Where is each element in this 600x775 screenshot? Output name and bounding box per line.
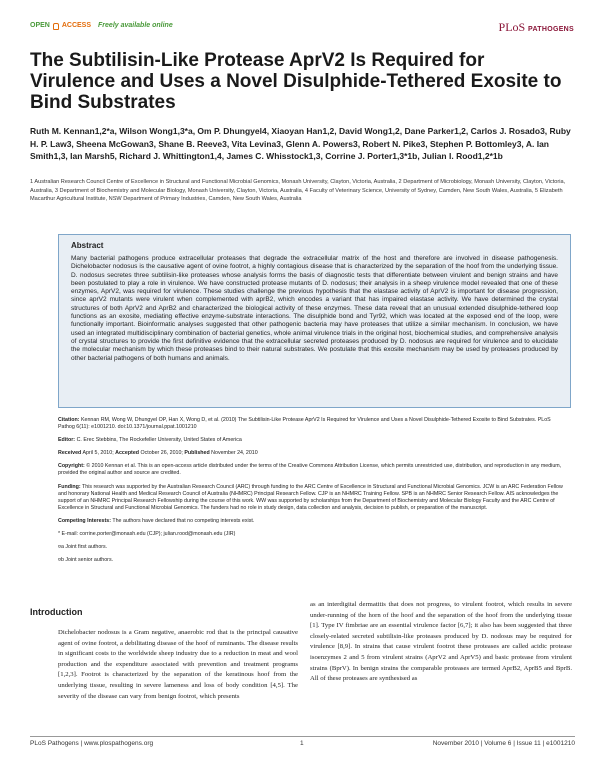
copyright-text: © 2010 Kennan et al. This is an open-access article distributed under the terms of the Creative Commons Attribution License, which permits unrestricted use, distribution, and reproduction in any medium, provided the original author and source are credited. <box>58 463 562 477</box>
funding-text: This research was supported by the Australian Research Council (ARC) through funding to the ARC Centre of Excellence in Structural and Functional Microbial Genomics. JCW is an ARC Federation Fellow and honorary National Health and Medical Research Council of Australia (NHMRC) Principal Research Fellow. CJP is an NHMRC Training Fellow. SPB is an NHMRC Senior Research Fellow. AIS acknowledges the support of an NHMRC Principal Research Fellowship during the course of this work. WW was supported by scholarships from the Department of Biochemistry and Molecular Biology Faculty and the ARC Centre of Excellence in Structural and Functional Microbial Genomics. The funders had no role in study design, data collection and analysis, decision to publish, or preparation of the manuscript. <box>58 483 563 511</box>
author-list: Ruth M. Kennan1,2*a, Wilson Wong1,3*a, Om P. Dhungyel4, Xiaoyan Han1,2, David Wong1,2, Dane Parker1,2, Carlos J. Rosado3, Ruby H. P. Law3, Sheena McGowan3, Shane B. Reeve3, Vita Levina3, Glenn A. Powers3, Robert N. Pike3, Stephen P. Bottomley3, A. Ian Smith1,3, Ian Marsh5, Richard J. Whittington1,4, James C. Whisstock1,3, Corrine J. Porter1,3*1b, Julian I. Rood1,2*1b <box>30 126 571 162</box>
dates-block <box>58 450 568 457</box>
footer-issue: November 2010 | Volume 6 | Issue 11 | e1001210 <box>432 740 575 747</box>
article-metadata <box>58 417 568 564</box>
received-date: April 5, 2010; <box>82 450 114 457</box>
intro-column-2: as an interdigital dermatitis that does not progress, to virulent footrot, which results in severe under-running of the horn of the hoof and the separation of the hoof from the underlying tissue [1]. Type IV fimbriae are an essential virulence factor [6,7]; it also has been suggested that three closely-related secreted subtilisin-like proteases produced by D. nodosus may be required for virulence [8,9]. In strains that cause virulent footrot these proteases are called acidic protease isoenzymes 2 and 5 from virulent strains (AprV2 and AprV5) and basic protease from virulent strains (BprV). In benign strains the comparable proteases are termed AprB2, AprB5 and BprB. All of these proteases are synthesised as <box>310 601 572 683</box>
top-bar <box>30 20 574 36</box>
abstract-text: Many bacterial pathogens produce extracellular proteases that degrade the extracellular matrix of the host and therefore are involved in disease pathogenesis. Dichelobacter nodosus is the causative agent of ovine footrot, a highly contagious disease that is characterized by the separation of the hoof from the underlying tissue. D. nodosus secretes three subtilisin-like proteases whose analysis forms the basis of diagnostic tests that differentiate between virulent and benign strains and have been postulated to play a role in virulence. We have constructed protease mutants of D. nodosus; their analysis in a sheep virulence model revealed that one of these enzymes, AprV2, was required for virulence. These studies challenge the previous hypothesis that the elastase activity of AprV2 is important for disease progression, since aprV2 mutants were virulent when complemented with aprB2, which encodes a variant that has impaired elastase activity. We have determined the crystal structures of both AprV2 and AprB2 and characterized the biological activity of these enzymes. These data reveal that an unusual extended disulphide-tethered loop functions as an exosite, mediating effective enzyme-substrate interactions. The disulphide bond and Tyr92, which was located at the exposed end of the loop, were functionally important. Bioinformatic analyses suggested that other pathogenic bacteria may have proteases that utilize a similar mechanism. In conclusion, we have used an integrated multidisciplinary combination of bacterial genetics, whole animal virulence trials in the original host, biochemical studies, and comprehensive analysis of crystal structures to provide the first definitive evidence that the extracellular secreted proteases produced by D. nodosus are required for virulence and to elucidate the molecular mechanism by which these proteases bind to their natural substrates. We postulate that this exosite mechanism may be used by proteases produced by other bacterial pathogens of both humans and animals. <box>71 255 558 362</box>
article-title: The Subtilisin-Like Protease AprV2 Is Required for Virulence and Uses a Novel Disulphide-Tethered Exosite to Bind Substrates <box>30 50 562 113</box>
citation-label: Citation: <box>58 417 80 423</box>
email-line[interactable]: * E-mail: corrine.porter@monash.edu (CJP); julian.rood@monash.edu (JIR) <box>58 531 236 538</box>
footer-journal[interactable]: PLoS Pathogens | www.plospathogens.org <box>30 740 154 747</box>
copyright-block <box>58 463 568 477</box>
accepted-label: Accepted <box>115 450 139 457</box>
page-number: 1 <box>300 740 304 747</box>
competing-text: The authors have declared that no competing interests exist. <box>112 517 255 524</box>
abstract-box <box>58 234 571 408</box>
abstract-heading: Abstract <box>71 241 104 250</box>
note-joint-first: ¤a Joint first authors. <box>58 544 108 551</box>
access-word: ACCESS <box>61 22 92 29</box>
citation-text: Kennan RM, Wong W, Dhungyel OP, Han X, Wong D, et al. (2010) The Subtilisin-Like Protease AprV2 Is Required for Virulence and Uses a Novel Disulphide-Tethered Exosite to Bind Substrates. PLoS Pathog 6(11): e1001210. doi:10.1371/journal.ppat.1001210 <box>58 417 551 431</box>
competing-block <box>58 518 568 525</box>
accepted-date: October 26, 2010; <box>140 450 183 457</box>
editor-text: C. Erec Stebbins, The Rockefeller University, United States of America <box>76 437 242 444</box>
copyright-label: Copyright: <box>58 463 85 470</box>
logo-journal: PATHOGENS <box>528 26 574 33</box>
open-lock-icon <box>53 23 59 30</box>
published-label: Published <box>184 450 210 457</box>
open-access-badge <box>30 22 173 29</box>
funding-label: Funding: <box>58 483 81 490</box>
editor-block <box>58 437 568 444</box>
page-footer <box>30 736 575 748</box>
free-label: Freely available online <box>98 22 173 29</box>
funding-block <box>58 484 568 512</box>
published-date: November 24, 2010 <box>211 450 258 457</box>
received-label: Received <box>58 450 82 457</box>
editor-label: Editor: <box>58 437 76 444</box>
intro-heading: Introduction <box>30 607 83 617</box>
logo-plos: PLoS <box>498 20 526 34</box>
citation-block <box>58 417 568 431</box>
competing-label: Competing Interests: <box>58 517 111 524</box>
affiliations: 1 Australian Research Council Centre of Excellence in Structural and Functional Microbial Genomics, Monash University, Clayton, Victoria, Australia, 2 Department of Microbiology, Monash University, Clayton, Victoria, Australia, 3 Department of Biochemistry and Molecular Biology, Monash University, Clayton, Victoria, Australia, 4 Faculty of Veterinary Science, University of Sydney, Camden, New South Wales, Australia, 5 Elizabeth Macarthur Agricultural Institute, NSW Department of Primary Industries, Camden, New South Wales, Australia <box>30 179 566 202</box>
journal-logo <box>499 20 574 35</box>
open-word: OPEN <box>30 22 50 29</box>
intro-column-1: Dichelobacter nodosus is a Gram negative, anaerobic rod that is the principal causative agent of ovine footrot, a debilitating disease of the hoof of ruminants. The disease results in significant costs to the worldwide sheep industry due to a reduction in meat and wool production and the expenditure associated with prevention and treatment programs [1,2,3]. Footrot is characterized by the separation of the keratinous hoof from the underlying tissue, resulting in severe lameness and loss of body condition [4,5]. The severity of the disease can vary from benign footrot, which presents <box>58 629 298 700</box>
note-joint-senior: ¤b Joint senior authors. <box>58 557 114 564</box>
